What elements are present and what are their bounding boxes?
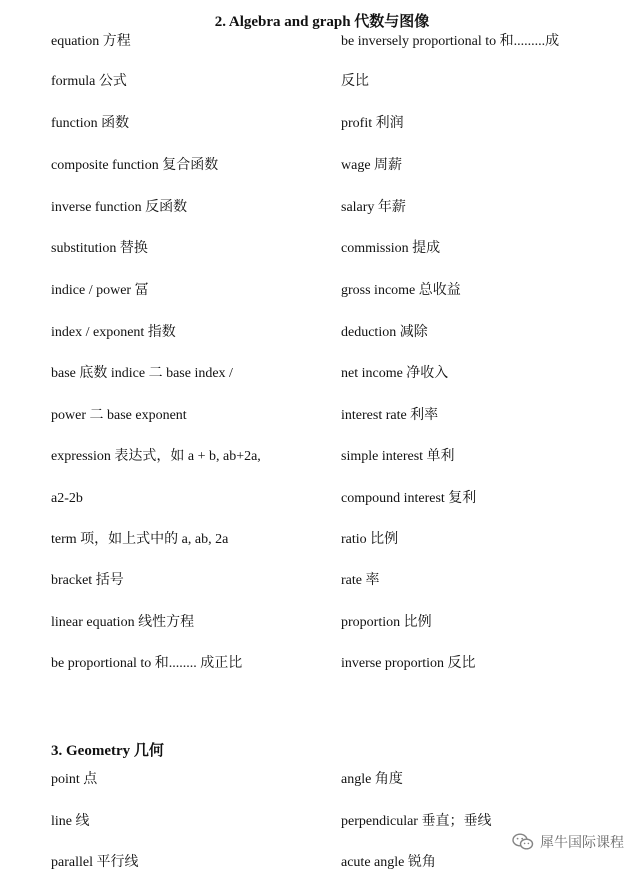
term-right: ratio 比例 (341, 532, 399, 547)
wechat-icon (512, 833, 534, 851)
section-heading-geometry: 3. Geometry 几何 (51, 743, 164, 759)
term-left: composite function 复合函数 (51, 158, 219, 173)
term-right: profit 利润 (341, 116, 404, 131)
term-left: term 项，如上式中的 a, ab, 2a (51, 532, 229, 547)
term-right: be inversely proportional to 和.........成 (341, 34, 560, 49)
term-right: rate 率 (341, 573, 380, 588)
term-left: a2-2b (51, 491, 83, 506)
term-right: inverse proportion 反比 (341, 656, 476, 671)
term-left: function 函数 (51, 116, 130, 131)
term-right: perpendicular 垂直；垂线 (341, 814, 492, 829)
term-left: index / exponent 指数 (51, 325, 176, 340)
term-left: expression 表达式，如 a + b, ab+2a, (51, 449, 261, 464)
term-right: wage 周薪 (341, 158, 403, 173)
term-left: bracket 括号 (51, 573, 124, 588)
watermark-text: 犀牛国际课程 (540, 835, 624, 851)
term-left: base 底数 indice 二 base index / (51, 366, 233, 381)
term-left: inverse function 反函数 (51, 200, 188, 215)
term-left: point 点 (51, 772, 98, 787)
term-left: indice / power 冨 (51, 283, 149, 298)
term-right: commission 提成 (341, 241, 441, 256)
term-right: angle 角度 (341, 772, 403, 787)
term-left: line 线 (51, 814, 90, 829)
term-right: 反比 (341, 74, 369, 89)
term-left: linear equation 线性方程 (51, 615, 195, 630)
term-right: salary 年薪 (341, 200, 406, 215)
watermark (512, 832, 624, 852)
term-right: proportion 比例 (341, 615, 432, 630)
term-left: equation 方程 (51, 34, 131, 49)
term-right: deduction 减除 (341, 325, 428, 340)
term-right: interest rate 利率 (341, 408, 439, 423)
section-heading-algebra: 2. Algebra and graph 代数与图像 (214, 14, 430, 30)
term-right: acute angle 锐角 (341, 855, 436, 870)
term-right: net income 净收入 (341, 366, 449, 381)
term-right: compound interest 复利 (341, 491, 477, 506)
term-left: substitution 替换 (51, 241, 148, 256)
term-left: parallel 平行线 (51, 855, 139, 870)
term-right: gross income 总收益 (341, 283, 461, 298)
term-left: power 二 base exponent (51, 408, 187, 423)
term-left: be proportional to 和........ 成正比 (51, 656, 243, 671)
term-left: formula 公式 (51, 74, 127, 89)
term-right: simple interest 单利 (341, 449, 455, 464)
